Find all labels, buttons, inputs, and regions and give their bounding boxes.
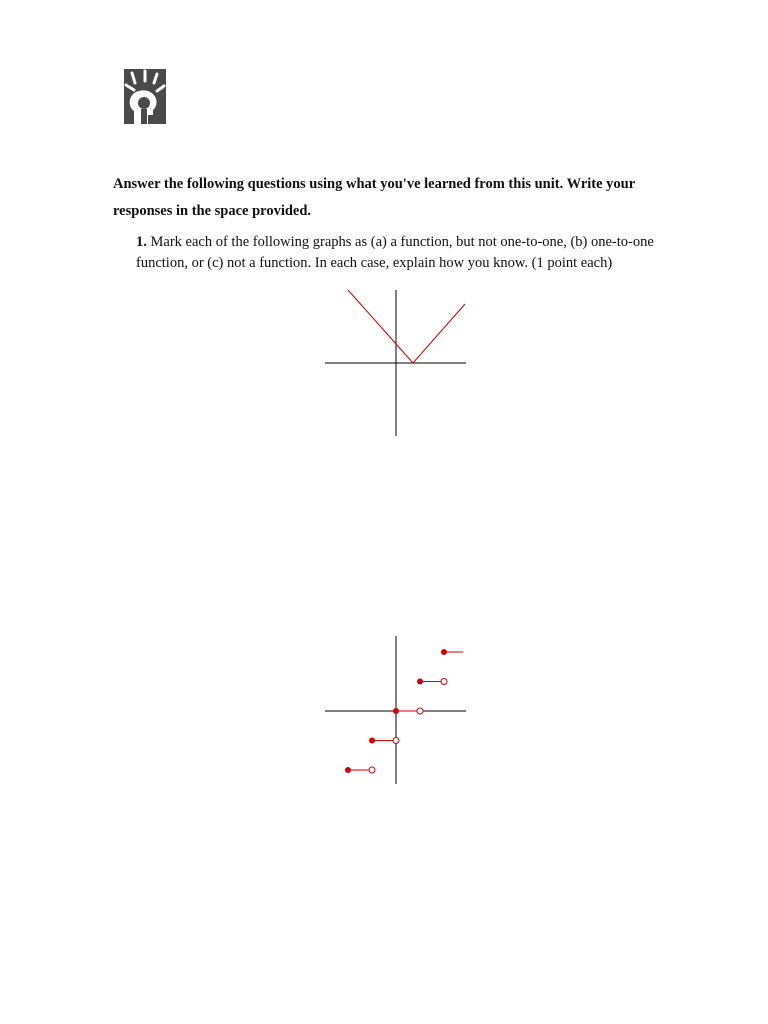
question-number: 1. xyxy=(136,234,147,250)
v-shaped-curve xyxy=(348,290,465,363)
closed-endpoint xyxy=(393,708,399,714)
graph-absolute-value xyxy=(320,288,470,438)
graph-step-function xyxy=(320,634,470,784)
graph-1-svg xyxy=(320,288,470,438)
logo xyxy=(124,69,166,124)
closed-endpoint xyxy=(417,679,423,685)
question-text: Mark each of the following graphs as (a) a function, but not one-to-one, (b) one-to-one function, or (c) not a function. In each case, explain how you know. (1 point each) xyxy=(136,234,654,271)
open-endpoint xyxy=(393,738,399,744)
closed-endpoint xyxy=(369,738,375,744)
open-endpoint xyxy=(441,679,447,685)
closed-endpoint xyxy=(345,767,351,773)
idea-lightbulb-logo-icon xyxy=(124,69,166,124)
closed-endpoint xyxy=(441,649,447,655)
open-endpoint xyxy=(417,708,423,714)
open-endpoint xyxy=(369,767,375,773)
question-1 xyxy=(136,232,696,274)
graph-2-svg xyxy=(320,634,470,784)
instructions: Answer the following questions using what you've learned from this unit. Write your responses in the space provided. xyxy=(113,176,635,219)
